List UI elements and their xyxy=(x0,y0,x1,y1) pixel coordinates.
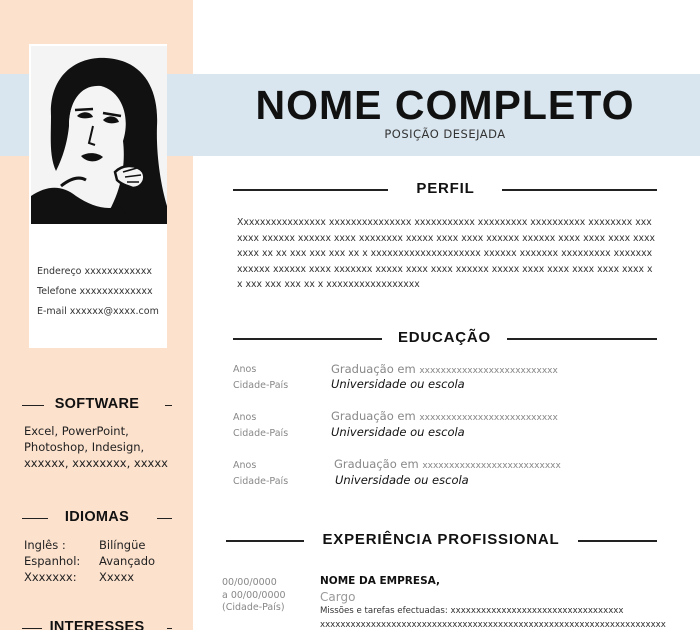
language-level: Bilíngüe xyxy=(99,538,146,552)
edu-degree-field: xxxxxxxxxxxxxxxxxxxxxxxxxx xyxy=(419,366,558,376)
edu-degree xyxy=(334,457,561,471)
divider xyxy=(233,338,382,340)
interesses-heading xyxy=(22,619,172,630)
divider xyxy=(165,405,172,406)
language-level: Xxxxx xyxy=(99,570,135,584)
profile-photo xyxy=(31,46,167,224)
idiomas-title: IDIOMAS xyxy=(64,509,130,525)
edu-location: Cidade-País xyxy=(233,476,289,487)
divider xyxy=(226,540,304,542)
language-row xyxy=(24,570,135,584)
divider xyxy=(578,540,657,542)
experiencia-title: EXPERIÊNCIA PROFISSIONAL xyxy=(322,531,560,548)
software-heading xyxy=(22,396,172,414)
edu-degree-field: xxxxxxxxxxxxxxxxxxxxxxxxxx xyxy=(419,413,558,423)
idiomas-heading xyxy=(22,509,172,527)
perfil-text: Xxxxxxxxxxxxxxxx xxxxxxxxxxxxxxx xxxxxxxxxxx xxxxxxxxx xxxxxxxxxx xxxxxxxx xxxxxxx xxxxxx xxxxxx xxxx xxxxxxxx xxxxx xxxx xxxx xxxxxx xxxxxx xxxx xxxx xxxx xxxx xxxx xx xx xxx xxx xxx xx x xxxxxxxxxxxxxxxxxxxx xxxxxx xxxxxxx xxxxxxxxx xxxxxxx xxxxxx xxxxxx xxxx xxxxxxx xxxxx xxxx xxxx xxxxxx xxxxx xxxx xxxx xxxx xxxx xxxx xx xxx xxx xxx xx x xxxxxxxxxxxxxxxxx xyxy=(237,217,656,290)
exp-mission-cont: xxxxxxxxxxxxxxxxxxxxxxxxxxxxxxxxxxxxxxxxxxxxxxxxxxxxxxxxxxxxxxxxxxxx xyxy=(320,620,666,630)
educacao-title: EDUCAÇÃO xyxy=(397,329,492,346)
language-level: Avançado xyxy=(99,554,156,568)
edu-location: Cidade-País xyxy=(233,428,289,439)
edu-degree-label: Graduação em xyxy=(331,362,416,376)
educacao-heading xyxy=(233,329,657,349)
edu-years: Anos xyxy=(233,412,257,423)
edu-meta xyxy=(233,410,288,442)
exp-mission: Missões e tarefas efectuadas: xxxxxxxxxxxxxxxxxxxxxxxxxxxxxxxxxx xyxy=(320,606,624,616)
perfil-title: PERFIL xyxy=(416,180,475,197)
experiencia-heading xyxy=(226,531,657,551)
edu-school: Universidade ou escola xyxy=(331,425,465,439)
divider xyxy=(167,628,172,629)
divider xyxy=(507,338,657,340)
edu-location: Cidade-País xyxy=(233,380,289,391)
language-row xyxy=(24,554,156,568)
contact-email: E-mail xxxxxx@xxxx.com xyxy=(37,306,159,317)
exp-date-to: a 00/00/0000 xyxy=(222,589,286,601)
edu-school: Universidade ou escola xyxy=(335,473,469,487)
software-line-1: Excel, PowerPoint, xyxy=(24,424,129,438)
edu-years: Anos xyxy=(233,364,257,375)
software-line-2: Photoshop, Indesign, xyxy=(24,440,145,454)
edu-degree-field: xxxxxxxxxxxxxxxxxxxxxxxxxx xyxy=(422,461,561,471)
exp-location: (Cidade-País) xyxy=(222,602,285,613)
exp-meta xyxy=(222,577,286,615)
edu-years: Anos xyxy=(233,460,257,471)
photo-contact-card xyxy=(29,44,167,348)
edu-meta xyxy=(233,458,288,490)
edu-school: Universidade ou escola xyxy=(331,377,465,391)
desired-position: POSIÇÃO DESEJADA xyxy=(384,127,506,141)
edu-degree xyxy=(331,362,558,376)
language-name: Xxxxxxx: xyxy=(24,570,77,584)
language-name: Inglês : xyxy=(24,538,66,552)
divider xyxy=(233,189,388,191)
exp-date-from: 00/00/0000 xyxy=(222,577,277,588)
software-title: SOFTWARE xyxy=(54,396,140,412)
edu-degree-label: Graduação em xyxy=(334,457,419,471)
divider xyxy=(157,518,172,519)
exp-company: NOME DA EMPRESA, xyxy=(320,575,440,587)
software-line-3: xxxxxx, xxxxxxxx, xxxxx xyxy=(24,456,168,470)
full-name: NOME COMPLETO xyxy=(255,82,635,128)
language-row xyxy=(24,538,146,552)
divider xyxy=(502,189,657,191)
contact-address: Endereço xxxxxxxxxxxx xyxy=(37,266,152,277)
language-name: Espanhol: xyxy=(24,554,81,568)
exp-role: Cargo xyxy=(320,590,356,604)
interesses-title: INTERESSES xyxy=(49,619,145,630)
contact-phone: Telefone xxxxxxxxxxxxx xyxy=(37,286,153,297)
edu-degree xyxy=(331,409,558,423)
perfil-heading xyxy=(233,180,657,200)
edu-meta xyxy=(233,362,288,394)
edu-degree-label: Graduação em xyxy=(331,409,416,423)
